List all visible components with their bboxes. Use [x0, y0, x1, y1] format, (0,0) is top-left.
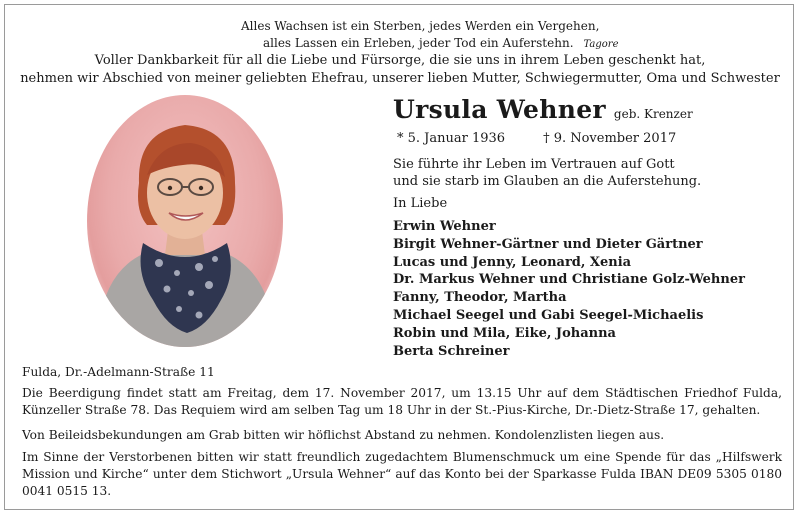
faith-line-1: Sie führte ihr Leben im Vertrauen auf Gott	[393, 157, 675, 172]
quote-line-2-text: alles Lassen ein Erleben, jeder Tod ein Auferstehn.	[263, 36, 574, 50]
mourner-5: Fanny, Theodor, Martha	[393, 290, 567, 306]
faith-text	[393, 156, 701, 190]
mourner-4: Dr. Markus Wehner und Christiane Golz-Wehner	[393, 272, 745, 288]
portrait-figure	[87, 95, 283, 347]
condolence-note: Von Beileidsbekundungen am Grab bitten wir höflichst Abstand zu nehmen. Kondolenzlisten liegen aus.	[22, 428, 665, 442]
quote-line-2	[263, 35, 619, 53]
faith-line-2: und sie starb im Glauben an die Auferstehung.	[393, 174, 702, 189]
birth-name: geb. Krenzer	[613, 107, 693, 121]
death-date: † 9. November 2017	[543, 131, 677, 146]
funeral-info: Die Beerdigung findet statt am Freitag, dem 17. November 2017, um 13.15 Uhr auf dem Städtischen Friedhof Fulda, Künzeller Straße 78. Das Requiem wird am selben Tag um 18 Uhr in der St.-Pius-Kirche, Dr.-Dietz-Straße 17, gehalten.	[22, 386, 782, 417]
life-dates	[397, 131, 676, 147]
in-love-label: In Liebe	[393, 196, 448, 211]
portrait-photo	[87, 95, 283, 347]
mourner-6: Michael Seegel und Gabi Seegel-Michaelis	[393, 307, 704, 323]
mourner-1: Erwin Wehner	[393, 219, 496, 234]
intro-line-1: Voller Dankbarkeit für all die Liebe und Fürsorge, die sie uns in ihrem Leben geschenkt hat,	[94, 53, 706, 68]
mourners-list	[393, 218, 745, 360]
quote-line-1: Alles Wachsen ist ein Sterben, jedes Werden ein Vergehen,	[241, 19, 600, 33]
quote-author: Tagore	[583, 39, 619, 50]
address: Fulda, Dr.-Adelmann-Straße 11	[22, 365, 215, 379]
deceased-name-line	[393, 95, 693, 124]
deceased-name: Ursula Wehner	[393, 95, 606, 124]
mourner-7: Robin und Mila, Eike, Johanna	[393, 325, 616, 341]
mourner-8: Berta Schreiner	[393, 343, 510, 359]
birth-date: * 5. Januar 1936	[397, 131, 506, 146]
donation-request: Im Sinne der Verstorbenen bitten wir statt freundlich zugedachtem Blumenschmuck um eine Spende für das „Hilfswerk Mission und Kirche“ unter dem Stichwort „Ursula Wehner“ auf das Konto bei der Sparkasse Fulda IBAN DE09 5305 0180 0041 0515 13.	[22, 450, 782, 498]
intro-line-2: nehmen wir Abschied von meiner geliebten Ehefrau, unserer lieben Mutter, Schwiegermutter, Oma und Schwester	[20, 71, 780, 86]
mourner-2: Birgit Wehner-Gärtner und Dieter Gärtner	[393, 236, 703, 252]
mourner-3: Lucas und Jenny, Leonard, Xenia	[393, 254, 632, 270]
